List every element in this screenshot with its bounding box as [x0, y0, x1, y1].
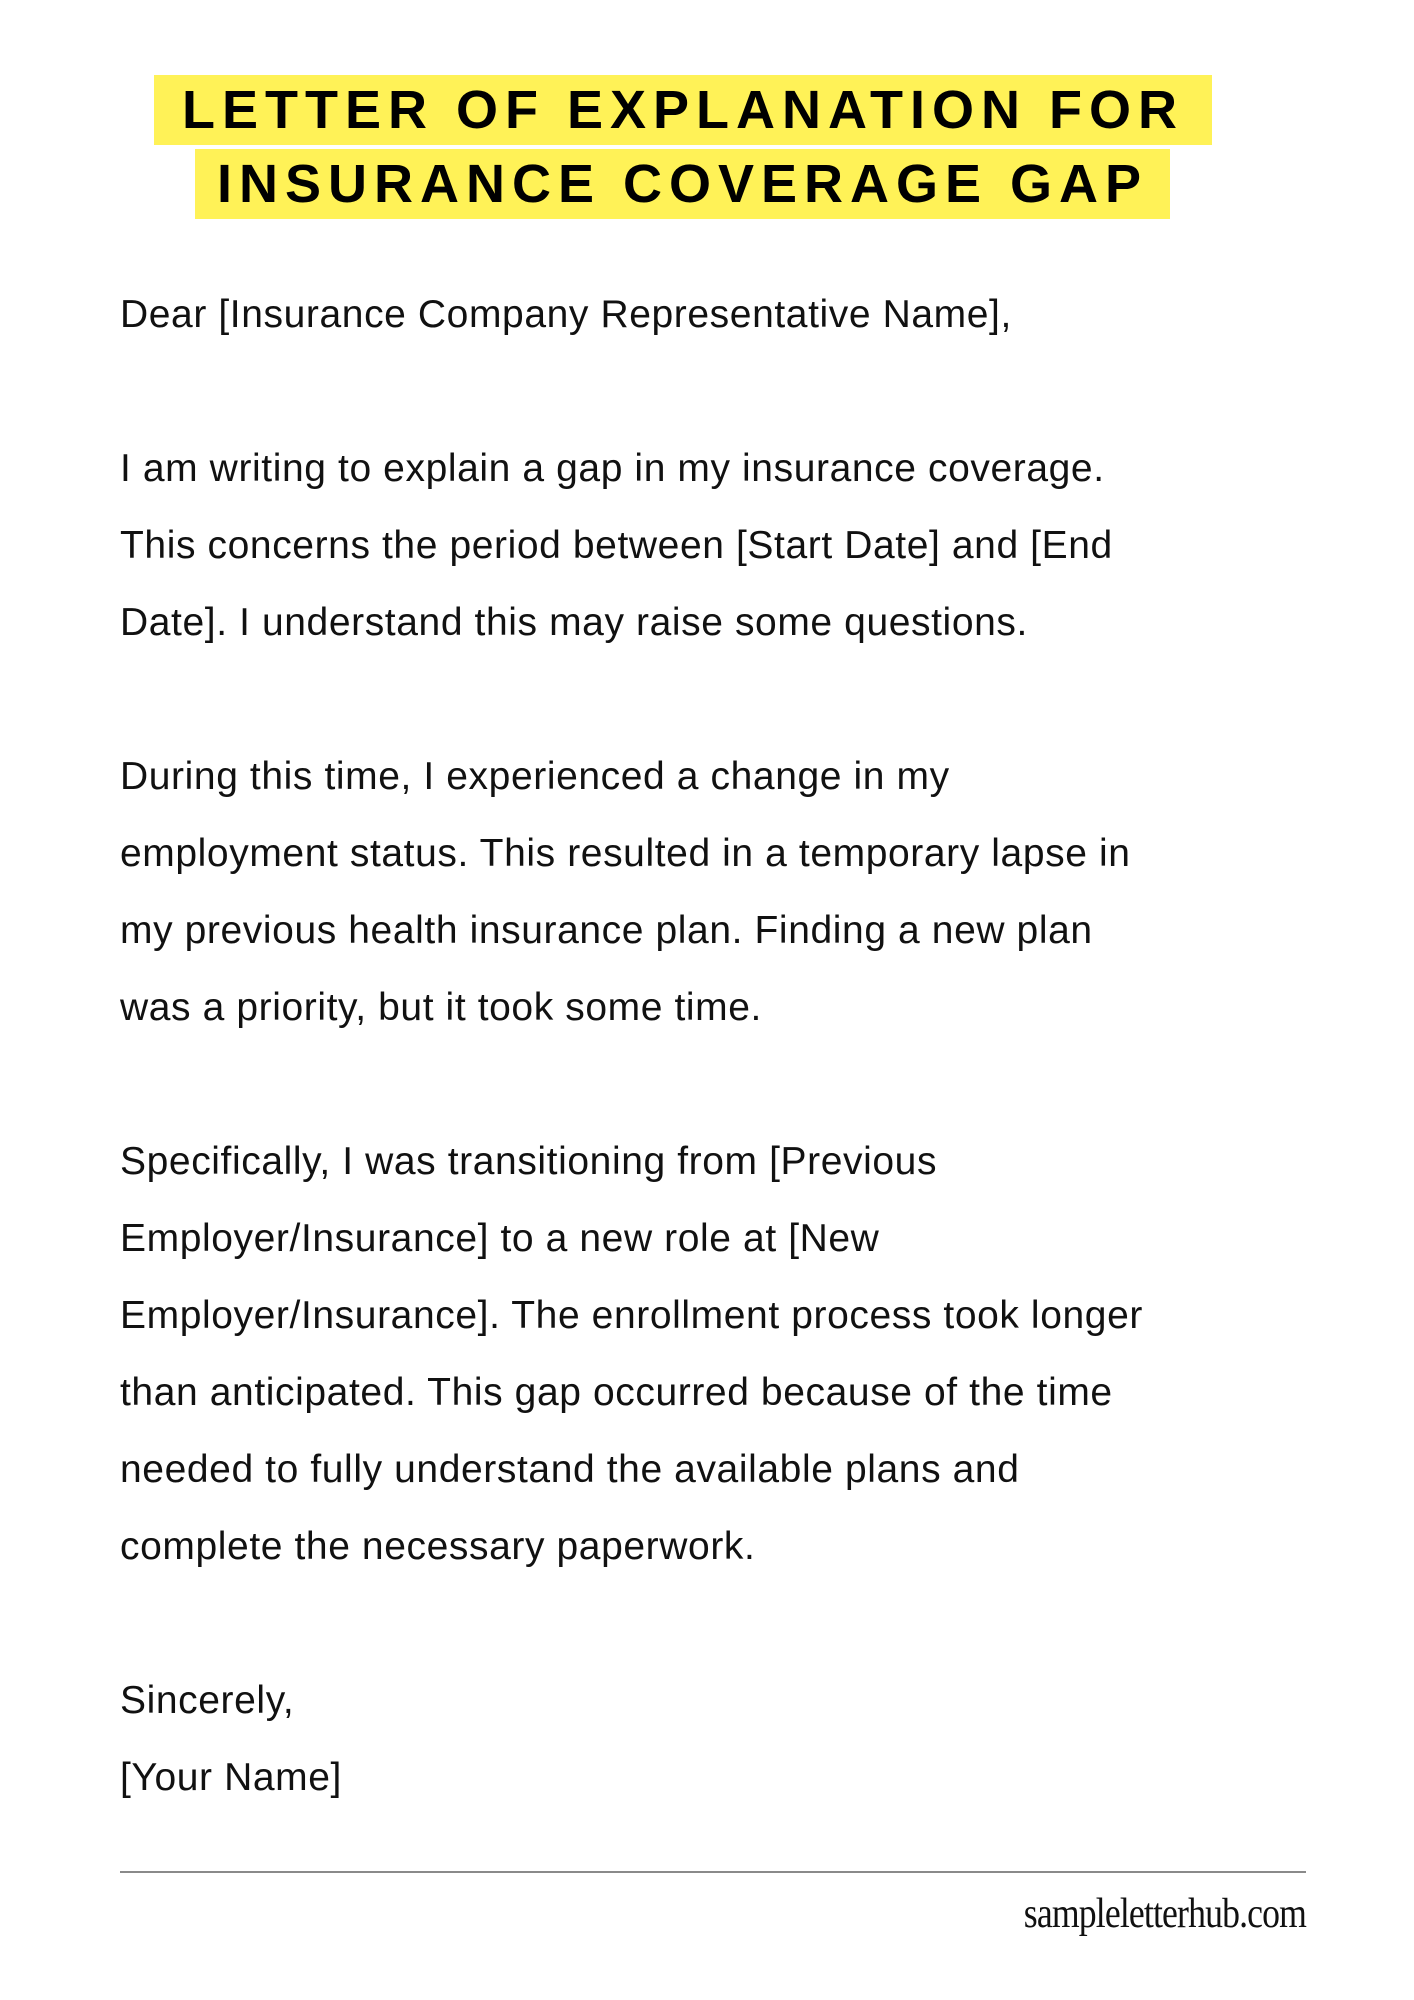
paragraph-line: This concerns the period between [Start Date] and [End [120, 524, 1113, 567]
footer-site-name: sampleletterhub.com [1023, 1891, 1306, 1937]
paragraph-line: needed to fully understand the available plans and [120, 1448, 1020, 1491]
paragraph-line: Specifically, I was transitioning from [Previous [120, 1140, 938, 1183]
paragraph-line: During this time, I experienced a change in my [120, 755, 950, 798]
paragraph-line: Date]. I understand this may raise some questions. [120, 601, 1028, 644]
paragraph-line: my previous health insurance plan. Finding a new plan [120, 909, 1093, 952]
salutation: Dear [Insurance Company Representative Name], [120, 293, 1012, 336]
paragraph-line: Employer/Insurance] to a new role at [New [120, 1217, 880, 1260]
signature: [Your Name] [120, 1756, 342, 1799]
closing: Sincerely, [120, 1679, 295, 1722]
title-line-2: INSURANCE COVERAGE GAP [195, 149, 1170, 219]
paragraph-line: complete the necessary paperwork. [120, 1525, 756, 1568]
paragraph-2 [120, 738, 1143, 1046]
footer-divider [120, 1871, 1306, 1873]
paragraph-line: than anticipated. This gap occurred because of the time [120, 1371, 1113, 1414]
title-line-1: LETTER OF EXPLANATION FOR [154, 75, 1212, 145]
paragraph-line: I am writing to explain a gap in my insurance coverage. [120, 447, 1105, 490]
paragraph-3 [120, 1123, 1143, 1585]
paragraph-line: Employer/Insurance]. The enrollment process took longer [120, 1294, 1143, 1337]
paragraph-line: was a priority, but it took some time. [120, 986, 762, 1029]
paragraph-line: employment status. This resulted in a temporary lapse in [120, 832, 1131, 875]
letter-body [120, 276, 1143, 1816]
paragraph-1 [120, 430, 1143, 661]
